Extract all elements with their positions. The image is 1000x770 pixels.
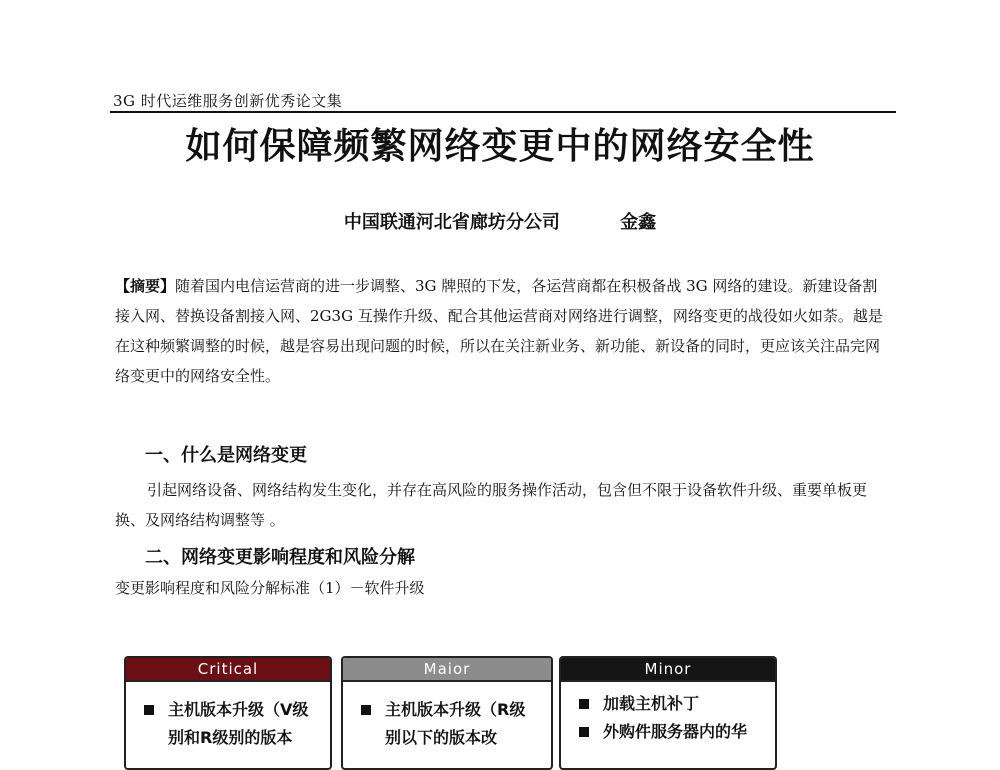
list-item: 主机版本升级（R级别以下的版本改 [357,696,537,752]
box-list-critical [126,696,330,752]
square-bullet-icon [144,705,154,715]
box-minor [559,656,777,770]
list-item: 主机版本升级（V级别和R级别的版本 [140,696,316,752]
square-bullet-icon [579,699,589,709]
abstract-text: 随着国内电信运营商的进一步调整、3G 牌照的下发，各运营商都在积极备战 3G 网络的建设。新建设备割接入网、替换设备割接入网、2G3G 互操作升级、配合其他运营商对网络进行调整，网络变更的战役如火如荼。越是在这种频繁调整的时候，越是容易出现问题的时候，所以在关注新业务、新功能、新设备的同时，更应该关注品完网络变更中的网络安全性。 [115,277,883,385]
paper-title: 如何保障频繁网络变更中的网络安全性 [185,126,815,167]
list-item: 加载主机补丁 [575,690,761,718]
square-bullet-icon [579,727,589,737]
box-header-critical: Critical [126,658,330,682]
author-name: 金鑫 [620,212,657,233]
abstract-label: 【摘要】 [115,277,176,295]
box-critical [124,656,332,770]
list-item: 外购件服务器内的华 [575,718,761,746]
section-heading-1: 一、什么是网络变更 [145,445,307,466]
author-organization: 中国联通河北省廊坊分公司 [343,212,560,233]
box-header-minor: Minor [561,658,775,682]
section-heading-2: 二、网络变更影响程度和风险分解 [145,547,415,568]
running-head: 3G 时代运维服务创新优秀论文集 [113,92,343,110]
box-header-major: Maior [343,658,551,682]
box-list-minor [561,690,775,746]
box-major [341,656,553,770]
abstract [115,271,890,391]
header-rule [110,111,896,113]
section-body-1: 引起网络设备、网络结构发生变化，并存在高风险的服务操作活动，包含但不限于设备软件升级、重要单板更换、及网络结构调整等 。 [115,481,868,529]
box-list-major [343,696,551,752]
byline [0,208,1000,234]
square-bullet-icon [361,705,371,715]
figure-caption: 变更影响程度和风险分解标准（1）－软件升级 [115,579,425,597]
